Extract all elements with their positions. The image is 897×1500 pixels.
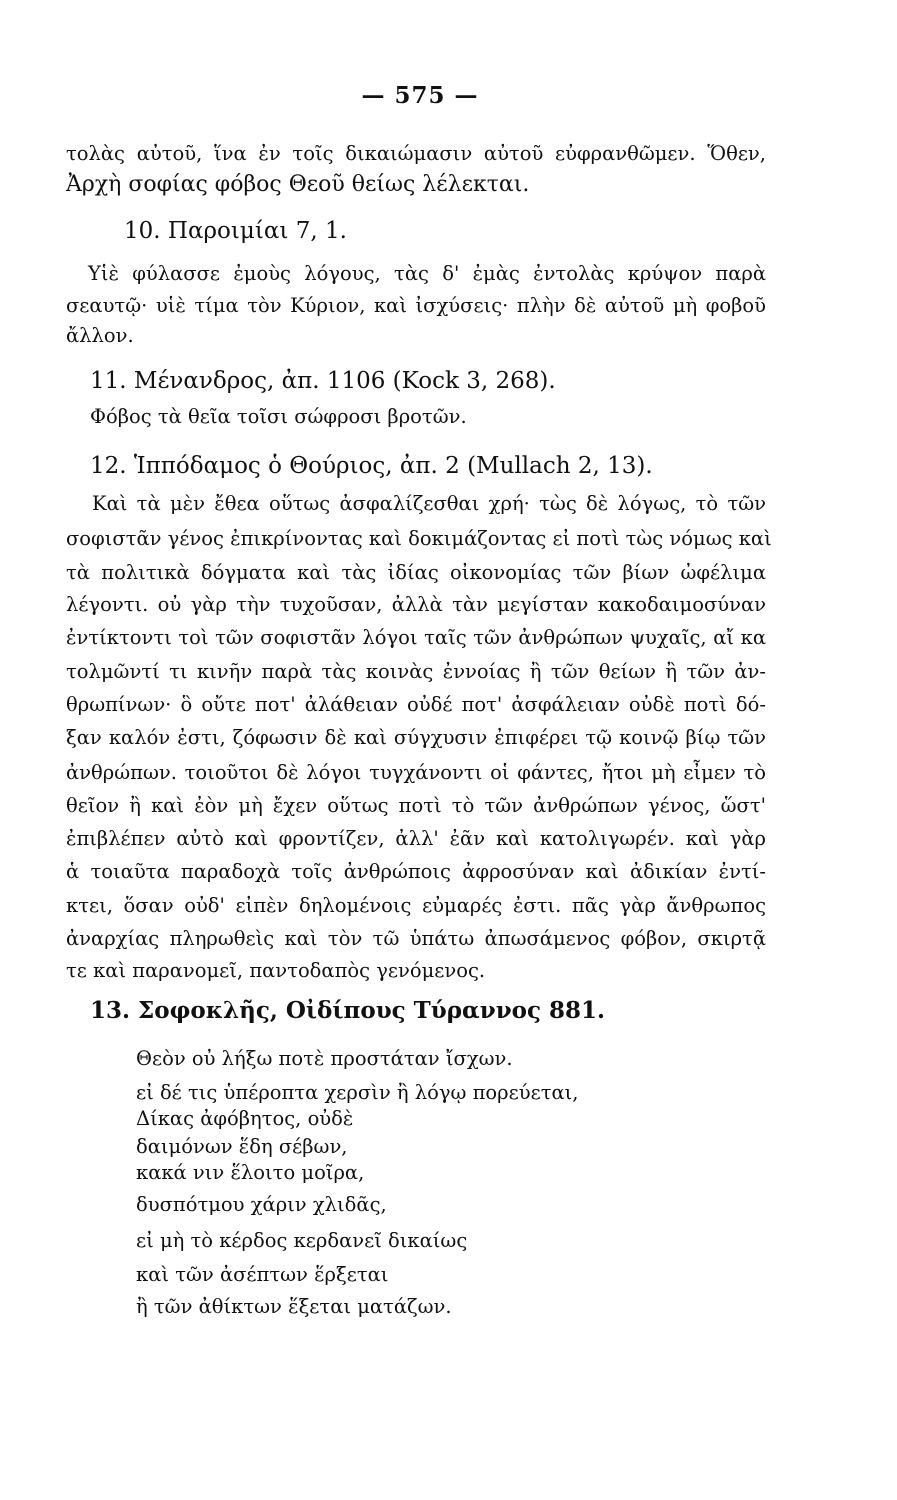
verse-line: εἰ δέ τις ὑπέροπτα χερσὶν ἢ λόγῳ πορεύεται,: [136, 1081, 579, 1104]
verse-line: καὶ τῶν ἀσέπτων ἕρξεται: [136, 1263, 389, 1286]
text-line: τε καὶ παρανομεῖ, παντοδαπὸς γενόμενος.: [66, 959, 486, 982]
verse-line: ἢ τῶν ἀθίκτων ἕξεται ματάζων.: [136, 1295, 452, 1318]
text-line: ἄλλον.: [66, 324, 134, 347]
text-line: Υἱὲ φύλασσε ἐμοὺς λόγους, τὰς δ' ἐμὰς ἐντολὰς κρύψον παρὰ: [88, 262, 766, 285]
text-line: θεῖον ἢ καὶ ἐὸν μὴ ἔχεν οὕτως ποτὶ τὸ τῶν ἀνθρώπων γένος, ὥστ': [66, 794, 766, 817]
verse-line: Θεὸν οὐ λήξω ποτὲ προστάταν ἴσχων.: [136, 1047, 513, 1070]
text-line: τολμῶντί τι κινῆν παρὰ τὰς κοινὰς ἐννοίας ἢ τῶν θείων ἢ τῶν ἀν-: [66, 660, 766, 683]
text-line: ξαν καλόν ἐστι, ζόφωσιν δὲ καὶ σύγχυσιν ἐπιφέρει τῷ κοινῷ βίῳ τῶν: [66, 726, 766, 749]
verse-line: εἰ μὴ τὸ κέρδος κερδανεῖ δικαίως: [136, 1229, 468, 1252]
text-line: τολὰς αὐτοῦ, ἵνα ἐν τοῖς δικαιώμασιν αὐτοῦ εὐφρανθῶμεν. Ὅθεν,: [66, 142, 766, 165]
text-line: ἐντίκτοντι τοὶ τῶν σοφιστᾶν λόγοι ταῖς τῶν ἀνθρώπων ψυχαῖς, αἴ κα: [66, 626, 766, 649]
text-line: Καὶ τὰ μὲν ἔθεα οὕτως ἀσφαλίζεσθαι χρή· τὼς δὲ λόγως, τὸ τῶν: [92, 492, 766, 515]
page-number: — 575 —: [361, 82, 479, 109]
text-line: λέγοντι. οὐ γὰρ τὴν τυχοῦσαν, ἀλλὰ τὰν μεγίσταν κακοδαιμοσύναν: [66, 593, 766, 616]
text-line: ἐπιβλέπεν αὐτὸ καὶ φροντίζεν, ἀλλ' ἐᾶν καὶ κατολιγωρέν. καὶ γὰρ: [66, 827, 766, 850]
text-line: ἀνθρώπων. τοιοῦτοι δὲ λόγοι τυγχάνοντι οἱ φάντες, ἤτοι μὴ εἶμεν τὸ: [66, 761, 766, 784]
text-line: κτει, ὅσαν οὐδ' εἰπὲν δηλομένοις εὐμαρές ἐστι. πᾶς γὰρ ἄνθρωπος: [66, 894, 766, 917]
verse-line: δυσπότμου χάριν χλιδᾶς,: [136, 1193, 387, 1216]
text-line: Φόβος τὰ θεῖα τοῖσι σώφροσι βροτῶν.: [90, 405, 467, 428]
text-line: σοφιστᾶν γένος ἐπικρίνοντας καὶ δοκιμάζοντας εἰ ποτὶ τὼς νόμως καὶ: [66, 527, 772, 550]
text-line: θρωπίνων· ὃ οὔτε ποτ' ἀλάθειαν οὐδέ ποτ' ἀσφάλειαν οὐδὲ ποτὶ δό-: [66, 693, 766, 716]
verse-line: κακά νιν ἕλοιτο μοῖρα,: [136, 1161, 365, 1184]
text-line: τὰ πολιτικὰ δόγματα καὶ τὰς ἰδίας οἰκονομίας τῶν βίων ὠφέλιμα: [66, 561, 766, 584]
verse-line: Δίκας ἀφόβητος, οὐδὲ: [136, 1107, 354, 1130]
text-line: ἀναρχίας πληρωθεὶς καὶ τὸν τῶ ὑπάτω ἀπωσάμενος φόβον, σκιρτᾷ: [66, 927, 766, 950]
text-line: σεαυτῷ· υἱὲ τίμα τὸν Κύριον, καὶ ἰσχύσεις· πλὴν δὲ αὐτοῦ μὴ φοβοῦ: [66, 294, 766, 317]
section-heading: 10. Παροιμίαι 7, 1.: [124, 218, 347, 244]
section-heading: 11. Μένανδρος, ἀπ. 1106 (Kock 3, 268).: [90, 368, 556, 394]
text-line: ἁ τοιαῦτα παραδοχὰ τοῖς ἀνθρώποις ἀφροσύναν καὶ ἀδικίαν ἐντί-: [66, 860, 766, 883]
verse-line: δαιμόνων ἕδη σέβων,: [136, 1135, 348, 1158]
section-heading: 12. Ἱππόδαμος ὁ Θούριος, ἀπ. 2 (Mullach 2, 13).: [90, 453, 653, 479]
section-heading: 13. Σοφοκλῆς, Οἰδίπους Τύραννος 881.: [90, 997, 606, 1024]
text-line: Ἀρχὴ σοφίας φόβος Θεοῦ θείως λέλεκται.: [66, 172, 530, 197]
